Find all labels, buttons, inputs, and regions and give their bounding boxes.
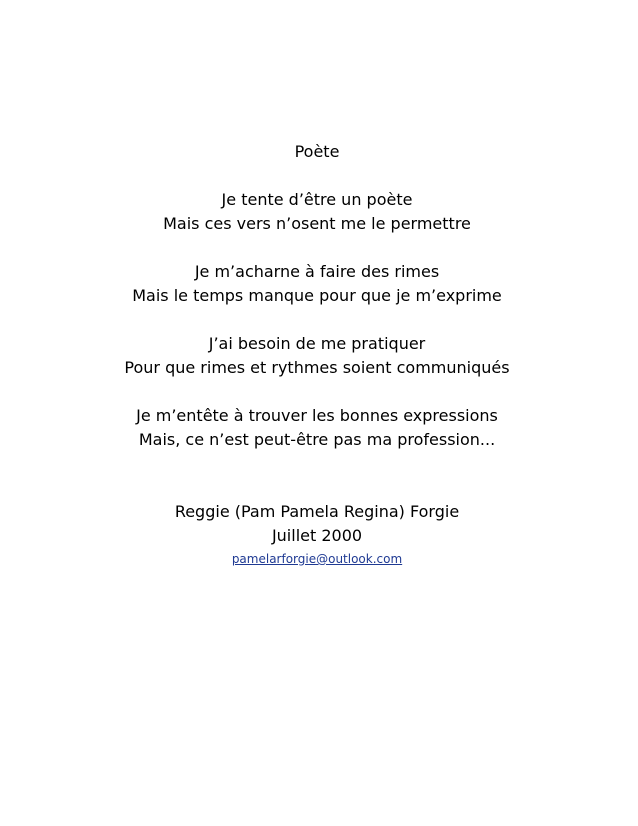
poem-line: Mais, ce n’est peut-être pas ma profession... [138,430,496,449]
poem-line: Mais le temps manque pour que je m’exprime [132,286,502,305]
stanza-2 [122,260,512,308]
poem-title: Poète [294,142,340,161]
email-link[interactable]: pamelarforgie@outlook.com [231,552,403,566]
poem-column [122,140,512,568]
author-name: Reggie (Pam Pamela Regina) Forgie [174,502,460,521]
poem-line: Je m’entête à trouver les bonnes expressions [136,406,498,425]
poem-line: J’ai besoin de me pratiquer [208,334,426,353]
poem-line: Je tente d’être un poète [221,190,413,209]
poem-line: Pour que rimes et rythmes soient communiqués [124,358,510,377]
stanza-4 [122,404,512,452]
poem [0,140,638,568]
signature-block [122,500,512,568]
stanza-1 [122,188,512,236]
poem-line: Mais ces vers n’osent me le permettre [163,214,471,233]
poem-line: Je m’acharne à faire des rimes [194,262,440,281]
poem-date: Juillet 2000 [271,526,363,545]
stanza-3 [122,332,512,380]
